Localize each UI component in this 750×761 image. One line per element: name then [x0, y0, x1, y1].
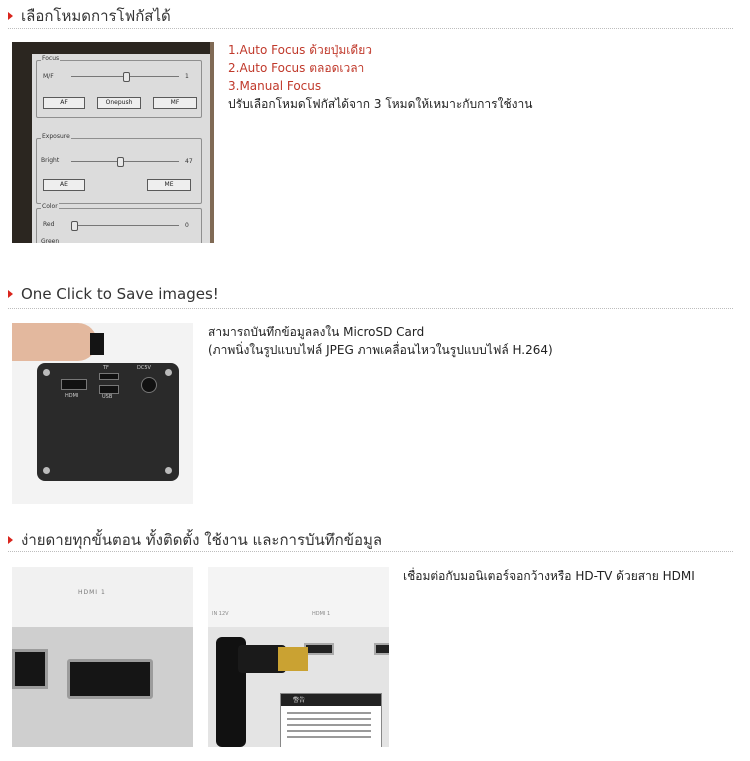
hdmi-slot: [374, 643, 389, 655]
hdmi-cable-photo: [208, 567, 389, 747]
screw: [43, 467, 50, 474]
me-button: ME: [147, 179, 191, 191]
divider: [8, 308, 733, 309]
fine-print: [287, 736, 371, 738]
save-line-1: สามารถบันทึกข้อมูลลงใน MicroSD Card: [208, 325, 425, 339]
camera-body: [37, 363, 179, 481]
bright-slider-knob: [117, 157, 124, 167]
screw: [43, 369, 50, 376]
screw: [165, 467, 172, 474]
divider: [8, 28, 733, 29]
divider: [8, 551, 733, 552]
port-label: HDMI: [65, 393, 79, 399]
background-strip: [210, 42, 214, 243]
hdmi-slot: [304, 643, 334, 655]
arrow-icon: [8, 536, 13, 544]
tf-slot: [99, 373, 119, 380]
color-group: Color Red 0 Green: [36, 208, 202, 243]
exposure-group: Exposure Bright 47 AE ME: [36, 138, 202, 204]
save-line-2: (ภาพนิ่งในรูปแบบไฟล์ JPEG ภาพเคลื่อนไหวในรูปแบบไฟล์ H.264): [208, 343, 553, 357]
panel-upper: [12, 567, 193, 627]
settings-panel: [32, 54, 214, 243]
hdmi-port-photo: [12, 567, 193, 747]
fine-print: [287, 712, 371, 714]
microsd-card: [90, 333, 104, 355]
port-label: IN 12V: [212, 611, 229, 617]
focus-group: Focus M/F 1 AF Onepush MF: [36, 60, 202, 118]
port-label: HDMI 1: [312, 611, 331, 617]
onepush-button: Onepush: [97, 97, 141, 109]
dc-jack: [141, 377, 157, 393]
red-slider-knob: [71, 221, 78, 231]
fine-print: [287, 724, 371, 726]
arrow-icon: [8, 12, 13, 20]
focus-slider-knob: [123, 72, 130, 82]
port-label: DC5V: [137, 365, 151, 371]
bright-slider: [71, 161, 179, 162]
plug-contacts: [278, 647, 308, 671]
port-label: HDMI 1: [78, 589, 106, 596]
feature-description: ปรับเลือกโหมดโฟกัสได้จาก 3 โหมดให้เหมาะกับการใช้งาน: [228, 97, 533, 111]
section-title-focus: เลือกโหมดการโฟกัสได้: [8, 4, 171, 28]
arrow-icon: [8, 290, 13, 298]
usb-port: [99, 385, 119, 394]
af-button: AF: [43, 97, 85, 109]
hdmi-port: [61, 379, 87, 390]
fine-print: [287, 730, 371, 732]
warning-label: [280, 693, 382, 747]
section-title-save: One Click to Save images!: [8, 285, 219, 303]
feature-line-1: 1.Auto Focus ด้วยปุ่มเดียว: [228, 43, 372, 57]
ae-button: AE: [43, 179, 85, 191]
hdmi-description: เชื่อมต่อกับมอนิเตอร์จอกว้างหรือ HD-TV ด้วยสาย HDMI: [403, 569, 695, 583]
feature-line-2: 2.Auto Focus ตลอดเวลา: [228, 61, 365, 75]
adjacent-port: [12, 649, 48, 689]
panel-top: [208, 567, 389, 627]
red-slider: [71, 225, 179, 226]
section-title-easy: ง่ายดายทุกขั้นตอน ทั้งติดตั้ง ใช้งาน และการบันทึกข้อมูล: [8, 528, 382, 552]
fine-print: [287, 718, 371, 720]
mf-button: MF: [153, 97, 197, 109]
screw: [165, 369, 172, 376]
hdmi-socket: [67, 659, 153, 699]
feature-line-3: 3.Manual Focus: [228, 79, 322, 93]
port-label: USB: [102, 394, 113, 400]
hand: [12, 323, 97, 361]
port-label: TF: [103, 365, 109, 371]
warning-text: 警告: [293, 697, 306, 704]
focus-settings-screenshot: [12, 42, 214, 243]
camera-microsd-photo: [12, 323, 193, 504]
